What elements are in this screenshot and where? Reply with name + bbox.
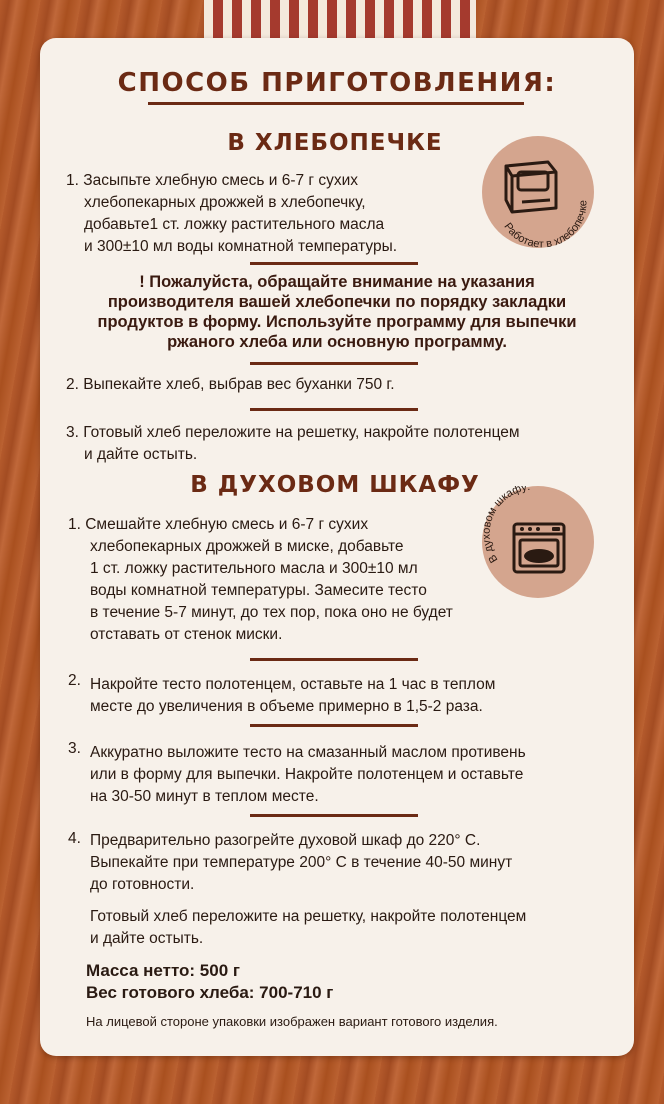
badge-label: В ду вом шкафу: bbox=[482, 486, 531, 565]
breadmaker-icon bbox=[482, 136, 594, 248]
oven-icon bbox=[482, 486, 594, 598]
text-line: 1. Засыпьте хлебную смесь и 6-7 г сухих bbox=[66, 172, 359, 189]
breadmaker-step-1 bbox=[66, 170, 397, 258]
badge-label: Работает в хлебопечке bbox=[501, 200, 590, 248]
divider bbox=[250, 362, 418, 365]
text-line: до готовности. bbox=[90, 876, 195, 893]
text-line: продуктов в форму. Используйте программу для выпечки bbox=[97, 313, 577, 331]
text-line: и дайте остыть. bbox=[84, 446, 198, 463]
text-line: ! Пожалуйста, обращайте внимание на указания bbox=[139, 273, 535, 291]
oven-step-2 bbox=[90, 674, 495, 718]
breadmaker-badge bbox=[482, 136, 594, 248]
oven-badge bbox=[482, 486, 594, 598]
text-line: в течение 5-7 минут, до тех пор, пока оно не будет bbox=[90, 604, 453, 621]
text-line: добавьте1 ст. ложку растительного масла bbox=[84, 216, 385, 233]
text-line: Аккуратно выложите тесто на смазанный маслом противень bbox=[90, 744, 526, 761]
breadmaker-step-2: 2. Выпекайте хлеб, выбрав вес буханки 750 г. bbox=[66, 376, 395, 393]
text-line: отставать от стенок миски. bbox=[90, 626, 283, 643]
text-line: ржаного хлеба или основную программу. bbox=[167, 333, 507, 351]
text-line: Предварительно разогрейте духовой шкаф до 220° С. bbox=[90, 832, 481, 849]
text-line: или в форму для выпечки. Накройте полотенцем и оставьте bbox=[90, 766, 524, 783]
baked-weight: Вес готового хлеба: 700-710 г bbox=[86, 983, 334, 1002]
oven-step-1 bbox=[68, 514, 453, 646]
text-line: и 300±10 мл воды комнатной температуры. bbox=[84, 238, 398, 255]
breadmaker-step-3 bbox=[66, 422, 520, 466]
oven-step-4 bbox=[90, 830, 512, 896]
text-line: воды комнатной температуры. Замесите тесто bbox=[90, 582, 427, 599]
divider bbox=[250, 658, 418, 661]
svg-text:Работает в хлебопечке bbox=[501, 200, 589, 248]
divider bbox=[250, 262, 418, 265]
text-line: Готовый хлеб переложите на решетку, накройте полотенцем bbox=[90, 908, 527, 925]
oven-step-3-number: 3. bbox=[68, 740, 81, 757]
text-line: Накройте тесто полотенцем, оставьте на 1 час в теплом bbox=[90, 676, 496, 693]
page-title: СПОСОБ ПРИГОТОВЛЕНИЯ: bbox=[117, 68, 557, 98]
divider bbox=[250, 408, 418, 411]
divider bbox=[250, 814, 418, 817]
title-underline bbox=[148, 102, 524, 105]
text-line: производителя вашей хлебопечки по порядку закладки bbox=[107, 293, 567, 311]
text-line: месте до увеличения в объеме примерно в 1,5-2 раза. bbox=[90, 698, 483, 715]
divider bbox=[250, 724, 418, 727]
text-line: 1. Смешайте хлебную смесь и 6-7 г сухих bbox=[68, 516, 369, 533]
breadmaker-heading: В ХЛЕБОПЕЧКЕ bbox=[227, 130, 443, 156]
text-line: и дайте остыть. bbox=[90, 930, 204, 947]
text-line: Выпекайте при температуре 200° С в течение 40-50 минут bbox=[90, 854, 513, 871]
oven-step-2-number: 2. bbox=[68, 672, 81, 689]
oven-final-note bbox=[90, 906, 526, 950]
top-stripes-decoration bbox=[204, 0, 476, 40]
text-line: 3. Готовый хлеб переложите на решетку, накройте полотенцем bbox=[66, 424, 520, 441]
net-weight: Масса нетто: 500 г bbox=[86, 961, 240, 980]
oven-step-3 bbox=[90, 742, 526, 808]
instruction-card bbox=[40, 38, 634, 1056]
text-line: хлебопекарных дрожжей в хлебопечку, bbox=[84, 194, 366, 211]
text-line: 1 ст. ложку растительного масла и 300±10 мл bbox=[90, 560, 418, 577]
footer-note: На лицевой стороне упаковки изображен вариант готового изделия. bbox=[86, 1014, 498, 1029]
oven-heading: В ДУХОВОМ ШКАФУ bbox=[190, 472, 480, 498]
text-line: хлебопекарных дрожжей в миске, добавьте bbox=[90, 538, 404, 555]
oven-step-4-number: 4. bbox=[68, 830, 81, 847]
text-line: на 30-50 минут в теплом месте. bbox=[90, 788, 319, 805]
breadmaker-note bbox=[40, 272, 634, 352]
